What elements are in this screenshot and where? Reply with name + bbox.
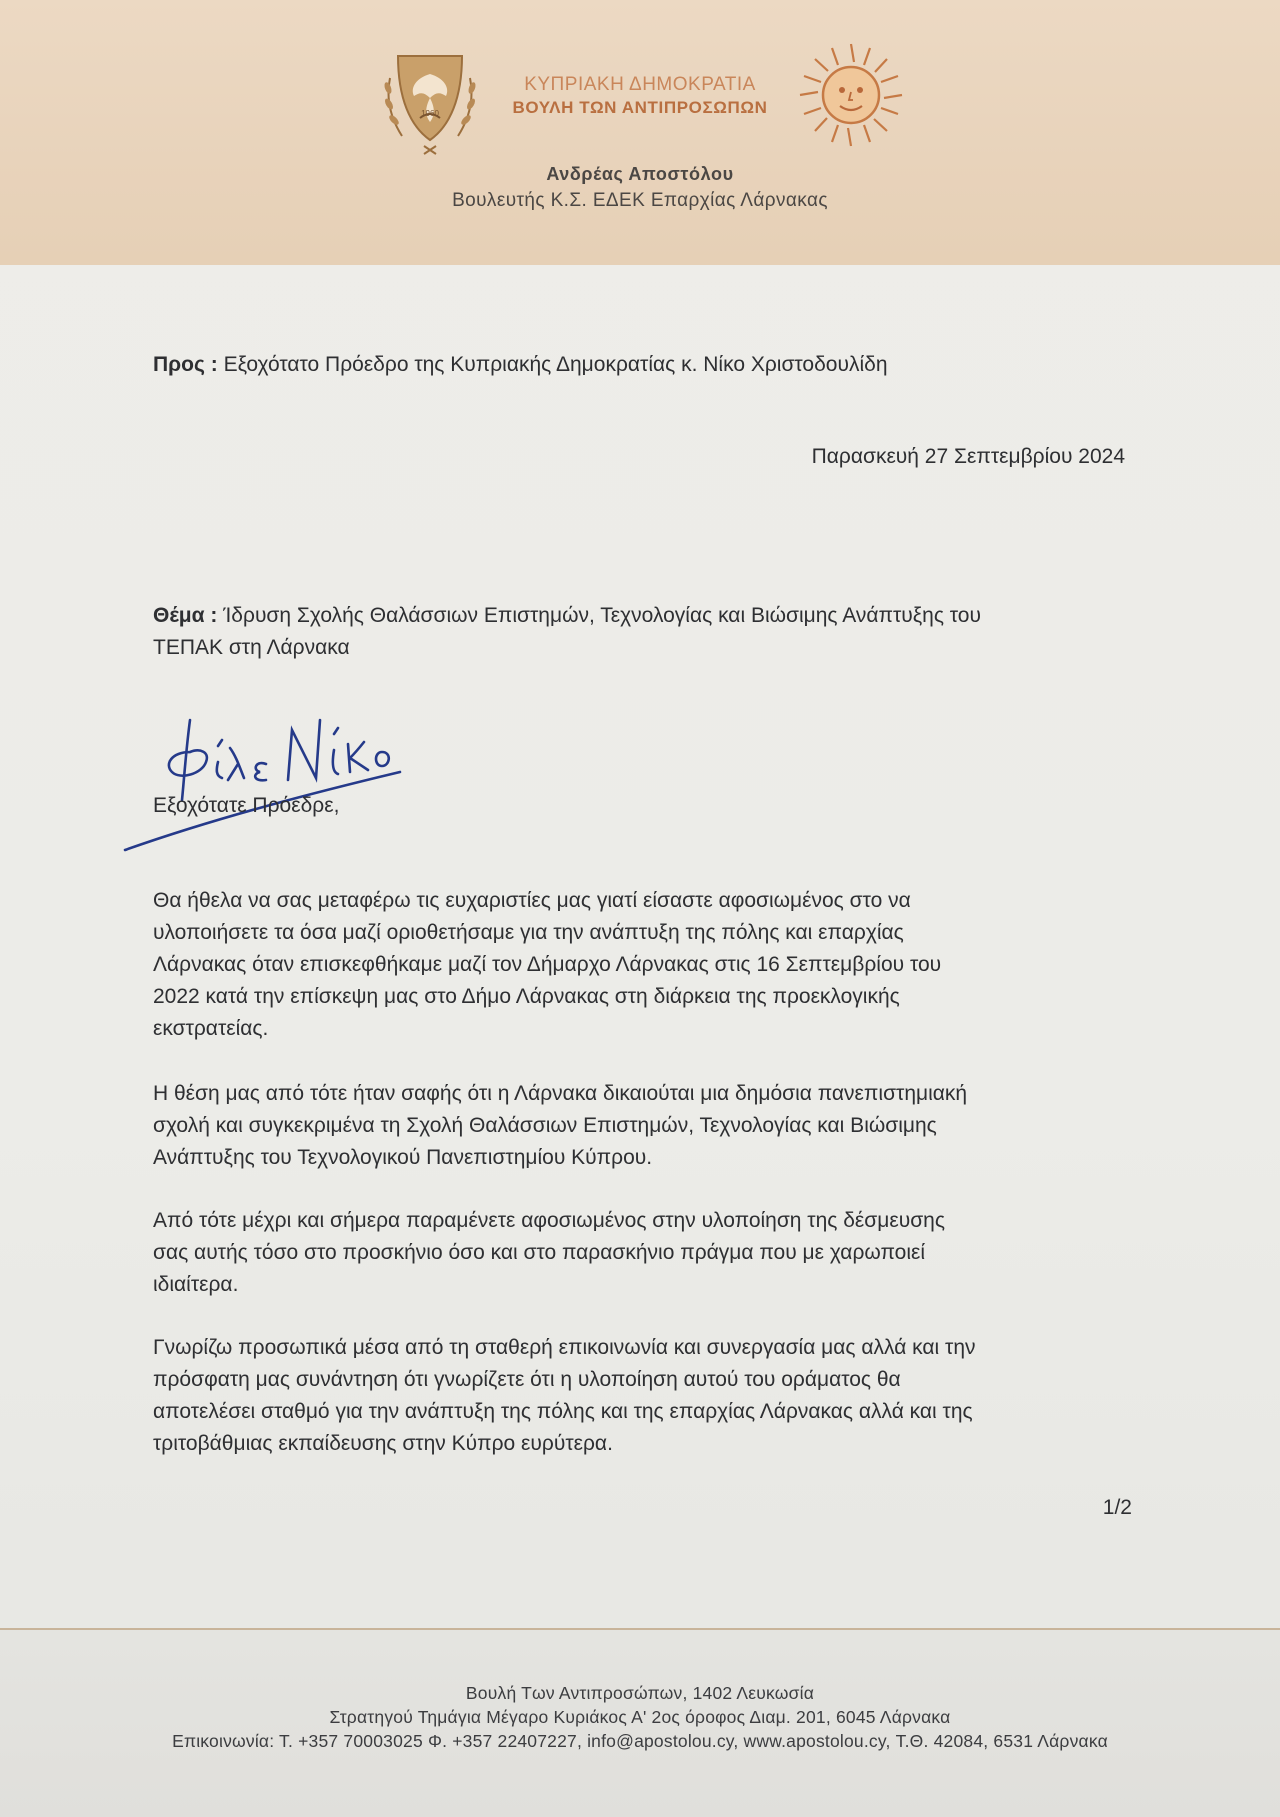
paragraph-line: Από τότε μέχρι και σήμερα παραμένετε αφοσιωμένος στην υλοποίηση της δέσμευσης (153, 1209, 945, 1232)
paragraph-line: ιδιαίτερα. (153, 1273, 239, 1296)
paragraph-line: Η θέση μας από τότε ήταν σαφής ότι η Λάρνακα δικαιούται μια δημόσια πανεπιστημιακή (153, 1082, 968, 1105)
letter-date: Παρασκευή 27 Σεπτεμβρίου 2024 (811, 445, 1125, 468)
subject-label: Θέμα : (153, 604, 218, 627)
org-parliament: ΒΟΥΛΗ ΤΩΝ ΑΝΤΙΠΡΟΣΩΠΩΝ (512, 98, 768, 117)
paragraph-line: Θα ήθελα να σας μεταφέρω τις ευχαριστίες μας γιατί είσαστε αφοσιωμένος στο να (153, 889, 911, 912)
mp-title: Βουλευτής Κ.Σ. ΕΔΕΚ Επαρχίας Λάρνακας (452, 190, 828, 211)
paragraph-1 (153, 885, 1133, 1045)
cyprus-coat-of-arms-icon (380, 48, 480, 158)
paragraph-line: Λάρνακας όταν επισκεφθήκαμε μαζί τον Δήμαρχο Λάρνακας στις 16 Σεπτεμβρίου του (153, 953, 942, 976)
paragraph-line: σχολή και συγκεκριμένα τη Σχολή Θαλάσσιων Επιστημών, Τεχνολογίας και Βιώσιμης (153, 1114, 937, 1137)
footer-address-parliament: Βουλή Των Αντιπροσώπων, 1402 Λευκωσία (465, 1683, 815, 1703)
salutation: Εξοχότατε Πρόεδρε, (153, 794, 340, 817)
paragraph-4 (153, 1332, 1133, 1460)
subject-text-line2: ΤΕΠΑΚ στη Λάρνακα (153, 636, 350, 659)
org-country: ΚΥΠΡΙΑΚΗ ΔΗΜΟΚΡΑΤΙΑ (524, 74, 756, 95)
handwritten-greeting (120, 700, 440, 860)
paragraph-line: Ανάπτυξης του Τεχνολογικού Πανεπιστημίου Κύπρου. (153, 1146, 653, 1169)
letterhead-band (0, 0, 1280, 265)
paragraph-line: αποτελέσει σταθμό για την ανάπτυξη της πόλης και της επαρχίας Λάρνακας αλλά και της (153, 1400, 973, 1423)
subject-text-line1: Ίδρυση Σχολής Θαλάσσιων Επιστημών, Τεχνολογίας και Βιώσιμης Ανάπτυξης του (223, 604, 981, 627)
paragraph-line: 2022 κατά την επίσκεψη μας στο Δήμο Λάρνακας στη διάρκεια της προεκλογικής (153, 985, 900, 1008)
footer-contact: Επικοινωνία: Τ. +357 70003025 Φ. +357 22407227, info@apostolou.cy, www.apostolou.cy, Τ.Θ. 42084, 6531 Λάρνακα (172, 1731, 1108, 1751)
recipient-name: Εξοχότατο Πρόεδρο της Κυπριακής Δημοκρατίας κ. Νίκο Χριστοδουλίδη (223, 353, 888, 376)
paragraph-2 (153, 1078, 1133, 1174)
emblem-year: 1960 (421, 109, 439, 118)
organization-name (490, 74, 790, 118)
paragraph-3 (153, 1205, 1133, 1301)
page-number: 1/2 (1102, 1496, 1132, 1519)
subject-line (153, 600, 1133, 664)
paragraph-line: τριτοβάθμιας εκπαίδευσης στην Κύπρο ευρύτερα. (153, 1432, 613, 1455)
sun-face-logo-icon (796, 40, 906, 150)
mp-name: Ανδρέας Αποστόλου (546, 164, 734, 184)
paragraph-line: πρόσφατη μας συνάντηση ότι γνωρίζετε ότι η υλοποίηση αυτού του οράματος θα (153, 1368, 901, 1391)
recipient-line (153, 349, 1113, 381)
footer-address-office: Στρατηγού Τημάγια Μέγαρο Κυριάκος Α' 2ος όροφος Διαμ. 201, 6045 Λάρνακα (329, 1707, 951, 1727)
paragraph-line: Γνωρίζω προσωπικά μέσα από τη σταθερή επικοινωνία και συνεργασία μας αλλά και την (153, 1336, 976, 1359)
recipient-label: Προς : (153, 353, 218, 376)
paragraph-line: σας αυτής τόσο στο προσκήνιο όσο και στο παρασκήνιο πράγμα που με χαρωποιεί (153, 1241, 926, 1264)
paragraph-line: εκστρατείας. (153, 1017, 269, 1040)
paragraph-line: υλοποιήσετε τα όσα μαζί οριοθετήσαμε για την ανάπτυξη της πόλης και επαρχίας (153, 921, 904, 944)
